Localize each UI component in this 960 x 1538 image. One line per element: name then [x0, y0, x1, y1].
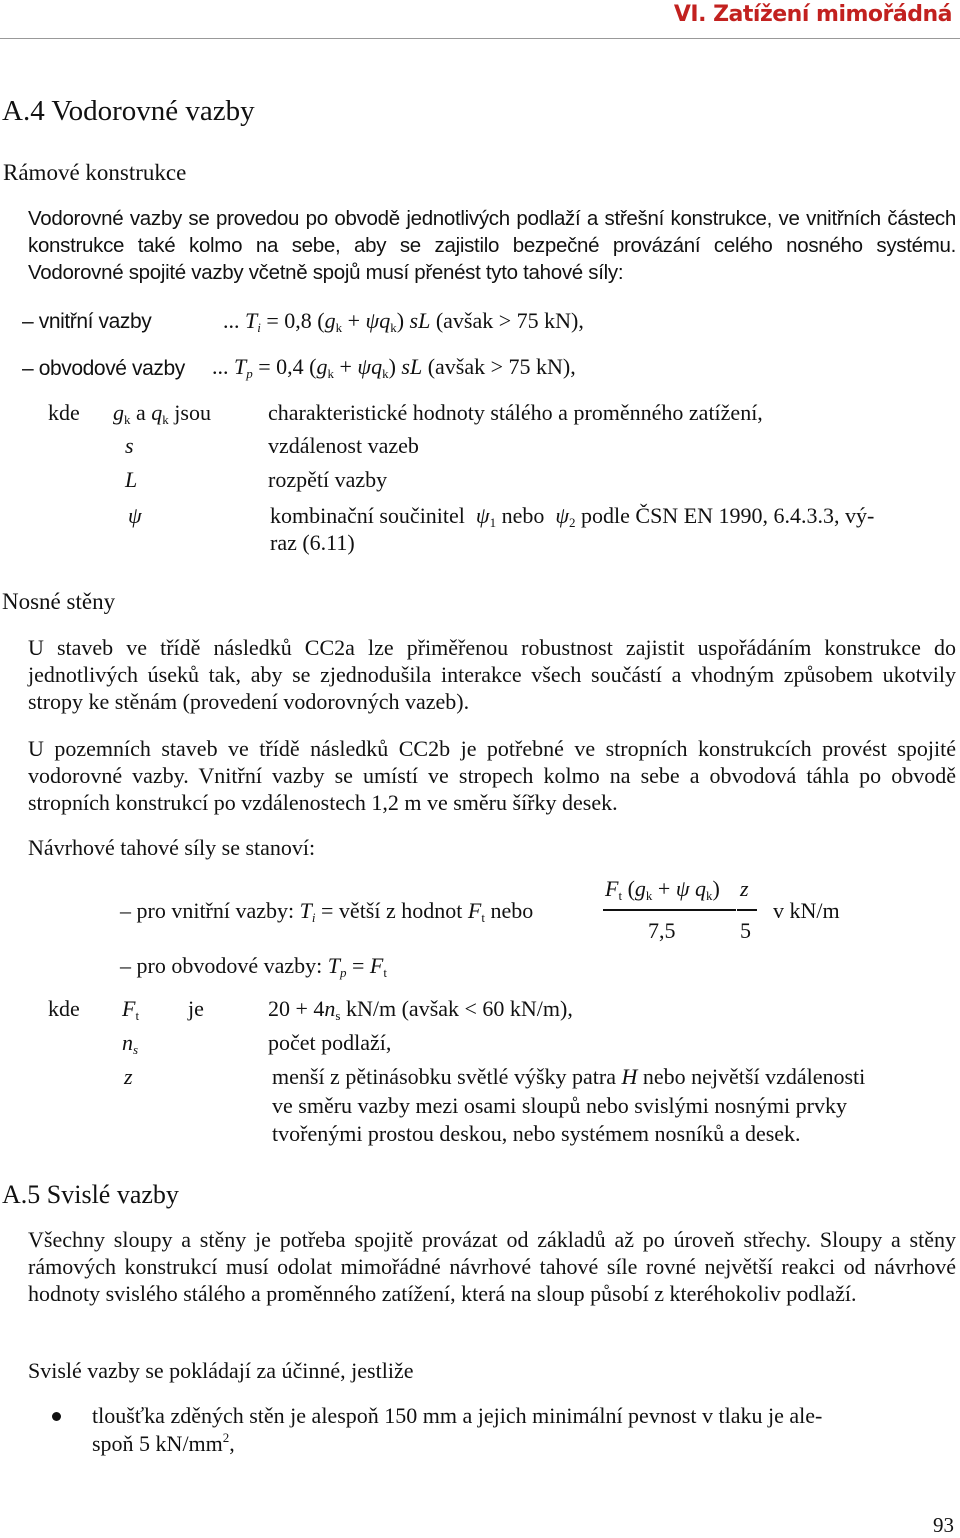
- def-s-symbol: s: [125, 433, 134, 458]
- bullet-item-1: tloušťka zděných stěn je alespoň 150 mm a jejich minimální pevnost v tlaku je ale-: [92, 1403, 823, 1428]
- def-psi-desc: kombinační součinitel $\psi_1$ nebo $\psi_2$ podle ČSN EN 1990, 6.4.3.3, vý-: [270, 503, 875, 530]
- def-z-symbol: z: [124, 1064, 133, 1089]
- fraction-2-bar: [737, 909, 757, 911]
- section-title-a5: A.5 Svislé vazby: [2, 1180, 179, 1209]
- fraction-1-numerator: $F_t$ ($g_k + \psi$ $q_k$): [605, 876, 720, 903]
- fraction-1-denominator: 7,5: [648, 918, 676, 943]
- def-Ft-desc: $20 + 4n_s$ kN/m (avšak < 60 kN/m),: [268, 996, 573, 1023]
- def-L-symbol: L: [125, 467, 138, 492]
- def-z-desc-1: menší z pětinásobku světlé výšky patra H nebo největší vzdálenosti: [272, 1064, 866, 1089]
- subheading-frame: Rámové konstrukce: [3, 160, 187, 185]
- walls-paragraph-2: U pozemních staveb ve třídě následků CC2b je potřebné ve stropních konstrukcích provést spojité vodorovné vazby. Vnitřní vazby se umístí ve stropech kolmo na sebe a obvodová táhla po obvodě stropních konstrukcí po vzdálenostech 1,2 m ve směru šířky desek.: [28, 736, 956, 815]
- section-title-a4: A.4 Vodorovné vazby: [2, 95, 255, 127]
- def-z-desc-3: tvořenými prostou deskou, nebo systémem nosníků a desek.: [272, 1121, 801, 1146]
- def-z-desc-2: ve směru vazby mezi osami sloupů nebo svislými nosnými prvky: [272, 1093, 847, 1118]
- frame-paragraph: Vodorovné vazby se provedou po obvodě jednotlivých podlaží a střešní konstrukce, ve vnitřních částech konstrukce také kolmo na sebe, aby se zajistilo bezpečné provázání celého nosného systému. Vodorovné spojité vazby včetně spojů musí přenést tyto tahové síly:: [28, 207, 956, 284]
- formula-internal: – pro vnitřní vazby: $T_i$ = větší z hodnot $F_t$ nebo: [120, 898, 534, 925]
- fraction-2-numerator: z: [740, 876, 749, 901]
- def-L-desc: rozpětí vazby: [268, 467, 388, 492]
- formula-unit: v kN/m: [773, 898, 840, 923]
- header-rule: [0, 38, 960, 39]
- def-gq-desc: charakteristické hodnoty stálého a proměnného zatížení,: [268, 400, 763, 425]
- a5-paragraph-1: Všechny sloupy a stěny je potřeba spojitě provázat od základů až po úroveň střechy. Sloupy a stěny rámových konstrukcí musí odolat mimořádné návrhové tahové síle rovné největší reakci od návrhové hodnoty svislého stálého a proměnného zatížení, která na sloup působí z kteréhokoliv podlaží.: [28, 1227, 956, 1306]
- formula-perimeter: – pro obvodové vazby: $T_p = F_t$: [120, 953, 387, 980]
- running-head: VI. Zatížení mimořádná: [673, 2, 952, 27]
- internal-ties-label: – vnitřní vazby: [22, 310, 152, 333]
- def-ns-symbol: $n_s$: [122, 1030, 139, 1057]
- walls-paragraph-1: U staveb ve třídě následků CC2a lze přiměřenou robustnost zajistit uspořádáním konstrukce do jednotlivých úseků tak, aby se zjednodušila interakce všech součástí a vhodným způsobem ukotvily stropy ke stěnám (provedení vodorovných vazeb).: [28, 635, 956, 714]
- def-ns-desc: počet podlaží,: [268, 1030, 392, 1055]
- def-psi-desc-cont: raz (6.11): [270, 530, 355, 555]
- def-gq-symbol: $g_k$ a $q_k$ jsou: [113, 400, 211, 427]
- page-number: 93: [933, 1513, 954, 1537]
- def-Ft-is: je: [188, 996, 204, 1021]
- perimeter-ties-label: – obvodové vazby: [22, 357, 185, 380]
- fraction-2-denominator: 5: [740, 918, 751, 943]
- def-psi-symbol: ψ: [128, 503, 142, 528]
- bullet-item-1-cont: spoň 5 $kN/mm^2$,: [92, 1430, 235, 1456]
- a5-paragraph-2: Svislé vazby se pokládají za účinné, jestliže: [28, 1358, 414, 1383]
- design-forces-intro: Návrhové tahové síly se stanoví:: [28, 835, 316, 860]
- where-label: kde: [48, 400, 80, 425]
- perimeter-ties-formula: ... $T_p = 0,4$ $(g_k + \psi q_k)$ sL (avšak > 75 kN),: [212, 354, 576, 381]
- internal-ties-formula: ... $T_i = 0,8$ $(g_k + \psi q_k)$ sL (avšak > 75 kN),: [223, 308, 584, 335]
- fraction-1-bar: [603, 909, 736, 911]
- def-s-desc: vzdálenost vazeb: [268, 433, 419, 458]
- bullet-marker: [52, 1412, 61, 1421]
- where-label-2: kde: [48, 996, 80, 1021]
- subheading-walls: Nosné stěny: [2, 589, 116, 614]
- def-Ft-symbol: $F_t$: [122, 996, 140, 1023]
